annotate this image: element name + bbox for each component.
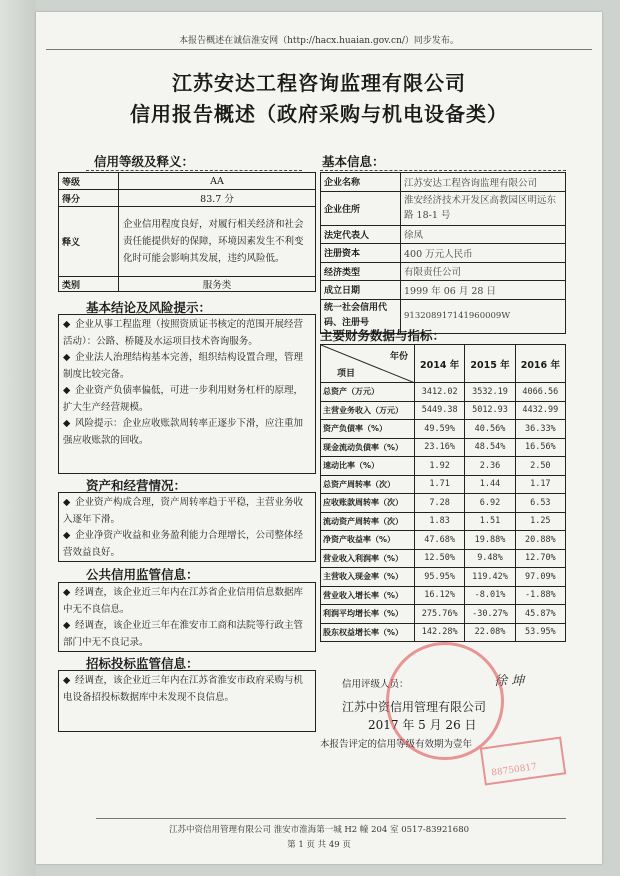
metric-value: 53.95% — [515, 623, 565, 642]
metric-value: 5012.93 — [465, 401, 515, 420]
conclusions-heading: 基本结论及风险提示： — [86, 300, 212, 315]
metric-value: 119.42% — [465, 568, 515, 587]
metric-value: 12.70% — [515, 549, 565, 568]
info-value: 有限责任公司 — [401, 262, 566, 281]
assets-item: ◆ 企业净资产收益和业务盈利能力合理增长，公司整体经营效益良好。 — [63, 530, 304, 558]
metric-label: 现金流动负债率（%） — [321, 438, 415, 457]
header-rule — [46, 49, 592, 50]
bullet-icon: ◆ — [63, 587, 71, 598]
financial-row — [321, 383, 566, 402]
metric-label: 资产负债率（%） — [321, 420, 415, 439]
conclusion-item: ◆ 企业资产负债率偏低，可进一步利用财务杠杆的原理，扩大生产经营规模。 — [63, 385, 304, 413]
financial-row — [321, 586, 566, 605]
header-note: 本报告概述在诚信淮安网（http://hacx.huaian.gov.cn/）同步发布。 — [179, 36, 459, 46]
evaluator-signature: 徐 坤 — [494, 674, 525, 689]
metric-label: 营业收入利润率（%） — [321, 549, 415, 568]
financial-row — [321, 512, 566, 531]
metric-value: 22.08% — [465, 623, 515, 642]
info-label: 企业名称 — [321, 173, 401, 192]
financial-row — [321, 438, 566, 457]
category-label: 类别 — [59, 277, 119, 292]
financial-rows — [321, 383, 566, 642]
assets-box — [58, 492, 316, 562]
report-page — [36, 12, 602, 864]
report-title-type: 信用报告概述（政府采购与机电设备类） — [130, 102, 508, 126]
basic-info-table — [320, 172, 566, 334]
bidding-heading: 招标投标监管信息： — [86, 656, 199, 671]
financial-row — [321, 549, 566, 568]
metric-value: 6.92 — [465, 494, 515, 513]
metric-value: 1.44 — [465, 475, 515, 494]
metric-value: 7.28 — [415, 494, 465, 513]
financial-row — [321, 401, 566, 420]
metric-value: 1.17 — [515, 475, 565, 494]
bullet-icon: ◆ — [63, 620, 71, 631]
metric-value: -8.01% — [465, 586, 515, 605]
financial-row — [321, 531, 566, 550]
metric-label: 总资产（万元） — [321, 383, 415, 402]
rating-heading: 信用等级及释义： — [86, 152, 302, 171]
public-credit-box — [58, 582, 316, 652]
financial-heading: 主要财务数据与指标： — [320, 328, 446, 343]
info-label: 法定代表人 — [321, 225, 401, 244]
year-header: 2015 年 — [465, 345, 515, 383]
score-value: 83.7 分 — [119, 190, 316, 207]
grade-label: 等级 — [59, 173, 119, 190]
metric-label: 流动资产周转率（次） — [321, 512, 415, 531]
rating-table — [58, 172, 316, 292]
metric-value: 4432.99 — [515, 401, 565, 420]
financial-row — [321, 475, 566, 494]
metric-value: 40.56% — [465, 420, 515, 439]
metric-label: 主营收入现金率（%） — [321, 568, 415, 587]
info-label: 注册资本 — [321, 244, 401, 263]
metric-value: 4066.56 — [515, 383, 565, 402]
metric-value: 19.88% — [465, 531, 515, 550]
metric-value: 16.56% — [515, 438, 565, 457]
assets-heading: 资产和经营情况： — [86, 478, 187, 493]
bullet-icon: ◆ — [63, 352, 71, 363]
metric-label: 利润平均增长率（%） — [321, 605, 415, 624]
metric-value: 1.92 — [415, 457, 465, 476]
metric-value: 45.87% — [515, 605, 565, 624]
financial-row — [321, 420, 566, 439]
info-label: 经济类型 — [321, 262, 401, 281]
public-credit-item: ◆ 经调查，该企业近三年在淮安市工商和法院等行政主管部门中无不良记录。 — [63, 620, 304, 648]
metric-value: 12.50% — [415, 549, 465, 568]
financial-row — [321, 568, 566, 587]
conclusion-item: ◆ 企业从事工程监理（按照资质证书核定的范围开展经营活动）：公路、桥隧及水运项目技术咨询服务。 — [63, 319, 304, 347]
year-header: 2016 年 — [515, 345, 565, 383]
financial-row — [321, 494, 566, 513]
corner-year-label: 年份 — [389, 352, 408, 362]
info-value: 1999 年 06 月 28 日 — [401, 281, 566, 300]
financial-row — [321, 623, 566, 642]
financial-row — [321, 457, 566, 476]
corner-item-label: 项目 — [337, 369, 356, 379]
metric-value: 47.68% — [415, 531, 465, 550]
bullet-icon: ◆ — [63, 675, 71, 686]
footer-contact: 江苏中资信用管理有限公司 淮安市淮海第一城 H2 幢 204 室 0517-83921680 — [168, 825, 470, 835]
footer-rule — [96, 818, 566, 819]
public-credit-item: ◆ 经调查，该企业近三年内在江苏省企业信用信息数据库中无不良信息。 — [63, 587, 304, 615]
metric-value: 3412.02 — [415, 383, 465, 402]
metric-value: 5449.38 — [415, 401, 465, 420]
metric-label: 股东权益增长率（%） — [321, 623, 415, 642]
metric-label: 总资产周转率（次） — [321, 475, 415, 494]
score-label: 得分 — [59, 190, 119, 207]
metric-value: 1.51 — [465, 512, 515, 531]
info-value: 江苏安达工程咨询监理有限公司 — [401, 173, 566, 192]
metric-label: 速动比率（%） — [321, 457, 415, 476]
metric-value: 16.12% — [415, 586, 465, 605]
info-value: 400 万元人民币 — [401, 244, 566, 263]
metric-value: 2.36 — [465, 457, 515, 476]
year-header: 2014 年 — [415, 345, 465, 383]
corner-cell — [321, 345, 415, 383]
metric-value: 142.28% — [415, 623, 465, 642]
conclusion-item: ◆ 风险提示：企业应收账款周转率正逐步下滑，应注重加强应收账款的回收。 — [63, 418, 304, 446]
conclusions-box — [58, 314, 316, 474]
issue-date: 2017 年 5 月 26 日 — [368, 718, 477, 732]
metric-value: 275.76% — [415, 605, 465, 624]
metric-value: -30.27% — [465, 605, 515, 624]
report-title-company: 江苏安达工程咨询监理有限公司 — [172, 71, 466, 95]
bullet-icon: ◆ — [63, 385, 71, 396]
evaluator-label: 信用评级人员： — [342, 679, 409, 690]
metric-value: 1.71 — [415, 475, 465, 494]
metric-value: 23.16% — [415, 438, 465, 457]
page-number: 第 1 页 共 49 页 — [287, 840, 351, 850]
stamp-number: 88750817 — [480, 736, 566, 785]
metric-value: 1.25 — [515, 512, 565, 531]
info-label: 企业住所 — [321, 191, 401, 225]
category-value: 服务类 — [119, 277, 316, 292]
financial-row — [321, 605, 566, 624]
metric-label: 主营业务收入（万元） — [321, 401, 415, 420]
info-value: 913208917141960009W — [401, 299, 566, 333]
metric-value: 3532.19 — [465, 383, 515, 402]
meaning-label: 释义 — [59, 207, 119, 277]
bidding-item: ◆ 经调查，该企业近三年内在江苏省淮安市政府采购与机电设备招投标数据库中未发现不良信息。 — [63, 675, 304, 703]
bullet-icon: ◆ — [63, 418, 71, 429]
bullet-icon: ◆ — [63, 497, 71, 508]
metric-value: 95.95% — [415, 568, 465, 587]
metric-value: 9.48% — [465, 549, 515, 568]
bullet-icon: ◆ — [63, 530, 71, 541]
metric-label: 应收账款周转率（次） — [321, 494, 415, 513]
metric-label: 净资产收益率（%） — [321, 531, 415, 550]
metric-label: 营业收入增长率（%） — [321, 586, 415, 605]
public-credit-heading: 公共信用监管信息： — [86, 567, 199, 582]
info-label: 统一社会信用代码、注册号 — [321, 299, 401, 333]
validity-note: 本报告评定的信用等级有效期为壹年 — [320, 739, 473, 750]
financial-table — [320, 344, 566, 642]
meaning-text: 企业信用程度良好，对履行相关经济和社会责任能提供好的保障，环境因素发生不利变化时可能会影响其发展，违约风险低。 — [119, 207, 316, 277]
conclusion-item: ◆ 企业法人治理结构基本完善，组织结构设置合理，管理制度比较完备。 — [63, 352, 304, 380]
info-value: 淮安经济技术开发区高教园区明远东路 18-1 号 — [401, 191, 566, 225]
info-label: 成立日期 — [321, 281, 401, 300]
company-seal — [386, 642, 504, 760]
metric-value: -1.88% — [515, 586, 565, 605]
grade-value: AA — [119, 173, 316, 190]
issuer-org: 江苏中资信用管理有限公司 — [342, 700, 487, 714]
basic-info-heading: 基本信息： — [320, 152, 566, 171]
metric-value: 48.54% — [465, 438, 515, 457]
assets-item: ◆ 企业资产构成合理，资产周转率趋于平稳，主营业务收入逐年下滑。 — [63, 497, 304, 525]
metric-value: 97.09% — [515, 568, 565, 587]
metric-value: 2.50 — [515, 457, 565, 476]
metric-value: 20.88% — [515, 531, 565, 550]
scanner-edge — [0, 0, 36, 876]
metric-value: 6.53 — [515, 494, 565, 513]
bullet-icon: ◆ — [63, 319, 71, 330]
metric-value: 49.59% — [415, 420, 465, 439]
bidding-box — [58, 670, 316, 732]
info-value: 徐凤 — [401, 225, 566, 244]
metric-value: 36.33% — [515, 420, 565, 439]
metric-value: 1.83 — [415, 512, 465, 531]
